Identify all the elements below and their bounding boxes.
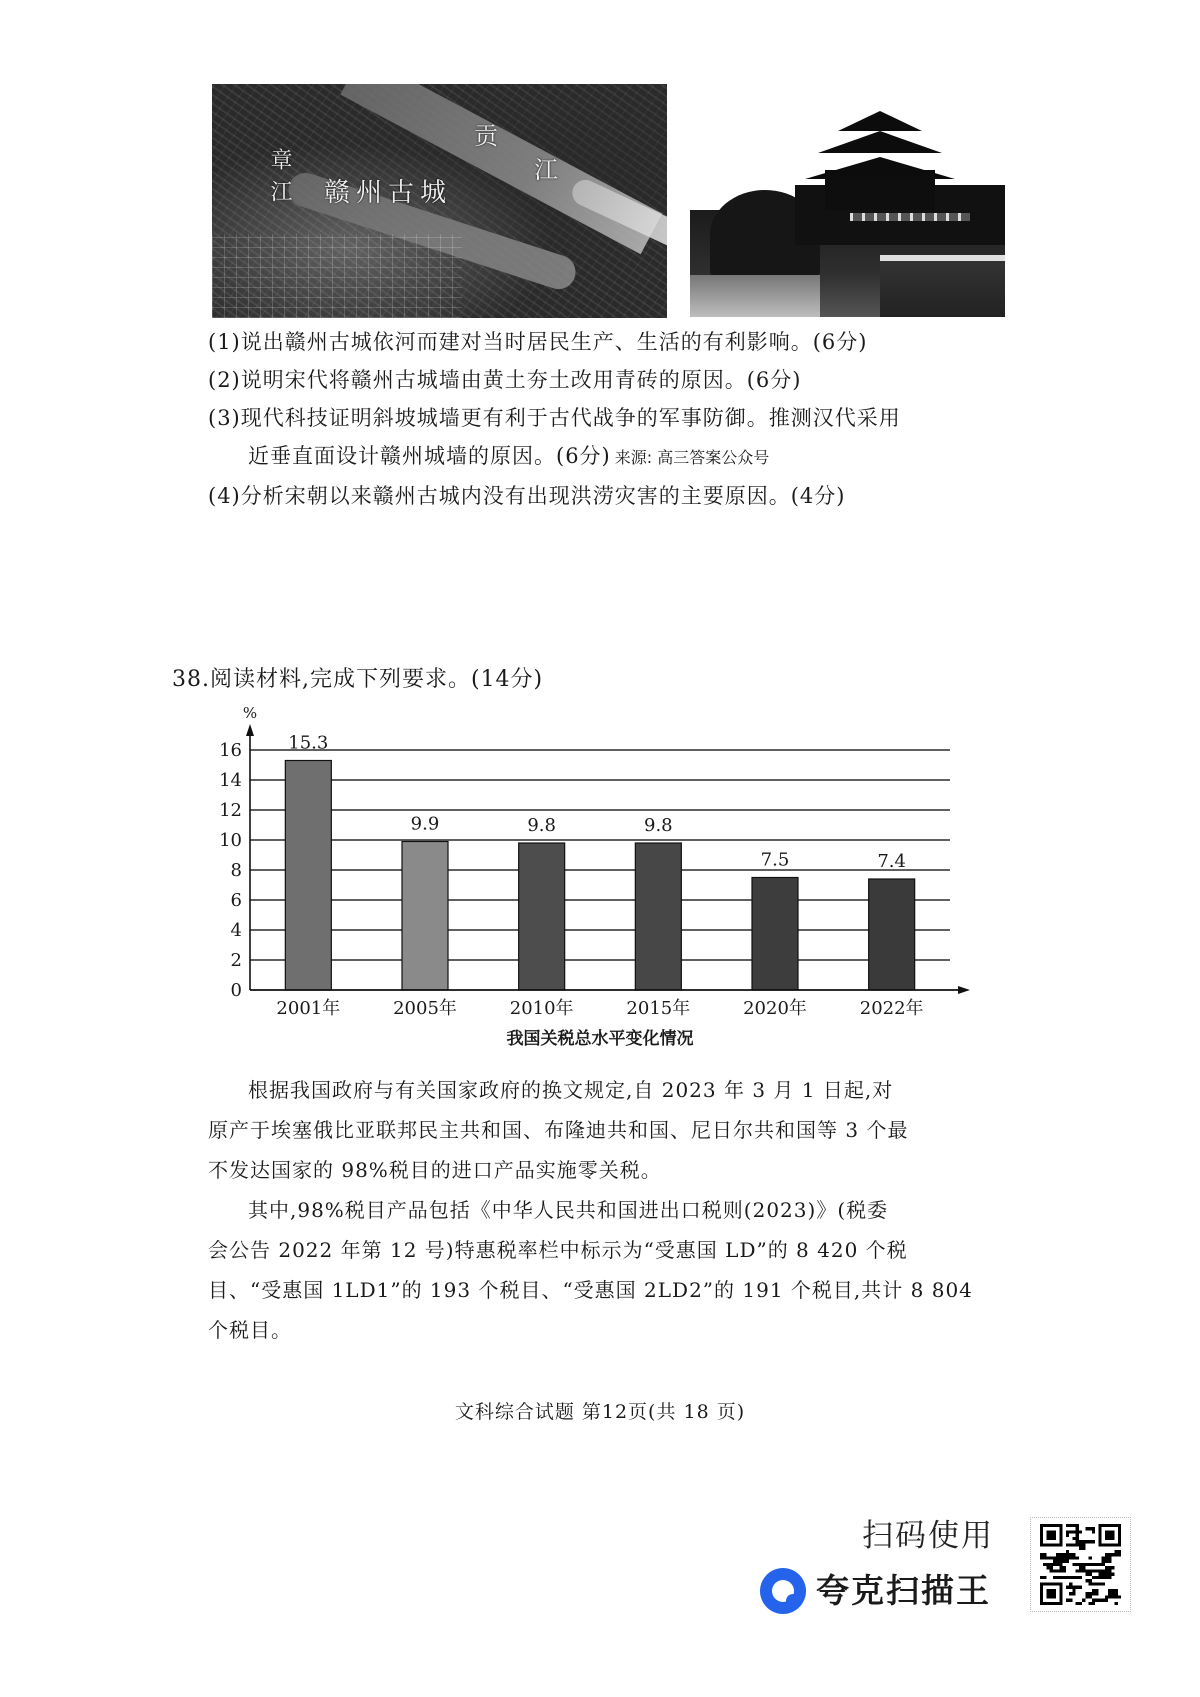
qr-module [1092,1589,1095,1592]
qr-module [1072,1576,1075,1579]
qr-module [1085,1527,1088,1530]
qr-module [1108,1556,1111,1559]
qr-module [1076,1527,1079,1530]
bar [519,843,565,990]
qr-module [1082,1569,1085,1572]
qr-module [1072,1530,1075,1533]
qr-module [1076,1537,1079,1540]
qr-module [1105,1566,1108,1569]
qr-module [1089,1595,1092,1598]
y-tick-label: 6 [230,890,242,911]
qr-module [1076,1569,1079,1572]
chart-axes [246,724,970,994]
qr-module [1066,1524,1069,1527]
qr-module [1069,1543,1072,1546]
qr-module [1095,1576,1098,1579]
qr-module [1076,1563,1079,1566]
qr-module [1108,1595,1111,1598]
qr-module [1085,1592,1088,1595]
qr-module [1108,1592,1111,1595]
qr-module [1072,1524,1075,1527]
bar-value-label: 15.3 [288,732,329,754]
qr-module [1111,1566,1114,1569]
qr-module [1085,1563,1088,1566]
qr-module [1092,1602,1095,1605]
qr-module [1108,1589,1111,1592]
photo-boat [880,255,1005,317]
qr-module [1063,1553,1066,1556]
quark-logo-icon [760,1568,806,1614]
qr-module [1079,1530,1082,1533]
photo-railing [850,213,970,221]
y-tick-label: 2 [230,950,242,971]
qr-module [1059,1560,1062,1563]
question-1: (1)说出赣州古城依河而建对当时居民生产、生活的有利影响。(6分) [208,330,868,354]
qr-module [1040,1553,1043,1556]
y-tick-label: 14 [219,770,242,791]
qr-finder [1105,1530,1115,1540]
qr-module [1076,1602,1079,1605]
qr-module [1089,1540,1092,1543]
qr-module [1102,1563,1105,1566]
qr-module [1085,1573,1088,1576]
map-label-ganzhou-old-city: 赣州古城 [324,178,453,208]
qr-module [1079,1569,1082,1572]
qr-module [1089,1592,1092,1595]
question-37-subquestions [208,330,1008,522]
qr-module [1098,1582,1101,1585]
qr-module [1069,1592,1072,1595]
y-axis-arrow-icon [246,724,254,736]
qr-module [1056,1560,1059,1563]
qr-module [1108,1576,1111,1579]
bar [869,879,915,990]
qr-module [1050,1569,1053,1572]
qr-module [1079,1543,1082,1546]
qr-module [1095,1589,1098,1592]
qr-module [1092,1576,1095,1579]
qr-module [1079,1576,1082,1579]
qr-finder [1040,1582,1063,1585]
qr-finder [1040,1582,1043,1605]
qr-module [1082,1540,1085,1543]
qr-module [1079,1540,1082,1543]
qr-module [1105,1595,1108,1598]
qr-module [1108,1566,1111,1569]
qr-module [1046,1556,1049,1559]
qr-module [1105,1573,1108,1576]
qr-module [1115,1553,1118,1556]
qr-module [1063,1569,1066,1572]
qr-module [1072,1543,1075,1546]
question-3-line-2 [208,444,1008,470]
qr-module [1059,1556,1062,1559]
qr-module [1066,1530,1069,1533]
qr-module [1092,1569,1095,1572]
qr-module [1066,1599,1069,1602]
qr-module [1095,1599,1098,1602]
satellite-map-image [212,84,667,318]
qr-finder [1098,1543,1121,1546]
x-tick-label: 2022年 [859,998,924,1019]
city-blocks-texture [212,234,462,318]
qr-finder [1059,1582,1062,1605]
qr-module [1079,1586,1082,1589]
question-4: (4)分析宋朝以来赣州古城内没有出现洪涝灾害的主要原因。(4分) [208,484,846,508]
bar-value-label: 9.8 [527,815,556,836]
map-label-gong-river-2: 江 [534,156,558,184]
chart-gridlines [250,750,950,960]
qr-finder [1059,1524,1062,1547]
qr-module [1066,1543,1069,1546]
qr-module [1102,1556,1105,1559]
photo-tower-roof [838,111,922,131]
qr-module [1066,1586,1069,1589]
qr-module [1079,1547,1082,1550]
qr-module [1111,1553,1114,1556]
qr-module [1040,1556,1043,1559]
x-axis-arrow-icon [958,986,970,994]
qr-module [1092,1599,1095,1602]
qr-module [1066,1576,1069,1579]
qr-module [1089,1579,1092,1582]
paragraph-1-line-3: 不发达国家的 98%税目的进口产品实施零关税。 [208,1158,662,1182]
qr-module [1102,1560,1105,1563]
qr-module [1072,1537,1075,1540]
qr-module [1115,1592,1118,1595]
qr-module [1053,1569,1056,1572]
qr-module [1076,1576,1079,1579]
qr-module [1082,1543,1085,1546]
qr-module [1043,1563,1046,1566]
qr-module [1043,1576,1046,1579]
qr-module [1072,1586,1075,1589]
qr-module [1050,1556,1053,1559]
qr-module [1079,1563,1082,1566]
question-38-title: 38.阅读材料,完成下列要求。(14分) [172,667,544,692]
qr-module [1102,1576,1105,1579]
question-2: (2)说明宋代将赣州古城墙由黄土夯土改用青砖的原因。(6分) [208,368,802,392]
qr-module [1105,1556,1108,1559]
qr-module [1069,1524,1072,1527]
material-paragraphs [208,1078,1008,1358]
qr-module [1095,1569,1098,1572]
qr-module [1098,1573,1101,1576]
chart-bars [285,761,914,991]
qr-module [1066,1556,1069,1559]
qr-module [1053,1556,1056,1559]
bar [752,878,798,991]
qr-module [1072,1563,1075,1566]
qr-module [1076,1540,1079,1543]
qr-module [1105,1553,1108,1556]
qr-module [1056,1553,1059,1556]
qr-module [1066,1560,1069,1563]
qr-finder [1040,1524,1043,1547]
qr-module [1069,1556,1072,1559]
qr-module [1082,1547,1085,1550]
qr-module [1056,1556,1059,1559]
map-label-gong-river-1: 贡 [474,122,498,150]
qr-module [1115,1550,1118,1553]
qr-module [1066,1534,1069,1537]
qr-module [1089,1582,1092,1585]
bar [285,761,331,991]
bar [402,842,448,991]
qr-module [1043,1553,1046,1556]
qr-module [1053,1576,1056,1579]
qr-module [1059,1563,1062,1566]
qr-module [1082,1599,1085,1602]
y-tick-label: 12 [219,800,242,821]
bar [635,843,681,990]
qr-module [1050,1563,1053,1566]
qr-module [1092,1527,1095,1530]
photo-river-water [690,275,820,317]
qr-module [1076,1524,1079,1527]
qr-module [1059,1569,1062,1572]
watermark-brand-name: 夸克扫描王 [816,1571,991,1610]
qr-module [1059,1566,1062,1569]
qr-module [1092,1592,1095,1595]
x-tick-label: 2020年 [743,998,807,1019]
qr-module [1050,1566,1053,1569]
qr-module [1085,1569,1088,1572]
qr-module [1102,1599,1105,1602]
qr-finder [1098,1524,1121,1527]
tariff-bar-chart [190,700,990,1070]
qr-module [1115,1595,1118,1598]
qr-module [1085,1579,1088,1582]
qr-module [1069,1553,1072,1556]
qr-module [1105,1576,1108,1579]
qr-module [1089,1556,1092,1559]
qr-module [1076,1534,1079,1537]
qr-module [1098,1576,1101,1579]
qr-module [1076,1530,1079,1533]
x-tick-label: 2010年 [509,998,574,1019]
question-3-text: 近垂直面设计赣州城墙的原因。(6分) [248,444,611,468]
x-tick-label: 2001年 [276,998,341,1019]
qr-module [1089,1573,1092,1576]
paragraph-1-line-2: 原产于埃塞俄比亚联邦民主共和国、布隆迪共和国、尼日尔共和国等 3 个最 [208,1118,909,1142]
qr-finder [1046,1530,1056,1540]
bar-value-label: 7.5 [760,849,790,871]
qr-module [1089,1569,1092,1572]
qr-module [1072,1592,1075,1595]
qr-module [1079,1602,1082,1605]
qr-module [1056,1569,1059,1572]
qr-module [1092,1563,1095,1566]
qr-module [1056,1576,1059,1579]
y-tick-label: 16 [219,740,242,761]
y-tick-label: 8 [230,860,242,881]
qr-module [1092,1540,1095,1543]
qr-module [1069,1586,1072,1589]
qr-module [1085,1595,1088,1598]
qr-module [1072,1556,1075,1559]
qr-module [1076,1543,1079,1546]
bar-value-label: 9.9 [410,813,440,835]
qr-module [1079,1566,1082,1569]
qr-module [1102,1573,1105,1576]
qr-finder [1040,1543,1063,1546]
qr-module [1082,1566,1085,1569]
qr-module [1098,1569,1101,1572]
qr-module [1069,1599,1072,1602]
photo-tower-roof [805,157,955,179]
city-wall-photo [690,105,1005,317]
qr-module [1105,1599,1108,1602]
paragraph-2-line-4: 个税目。 [208,1318,292,1342]
watermark-scan-text: 扫码使用 [862,1518,994,1554]
qr-module [1102,1569,1105,1572]
photo-tower-roof [818,131,942,153]
qr-finder [1040,1602,1063,1605]
qr-module [1069,1530,1072,1533]
qr-module [1063,1576,1066,1579]
qr-finder [1118,1524,1121,1547]
qr-finder [1046,1589,1056,1599]
qr-module [1089,1563,1092,1566]
qr-module [1059,1553,1062,1556]
qr-module [1089,1602,1092,1605]
qr-module [1069,1582,1072,1585]
bar-value-label: 7.4 [877,851,906,872]
watermark-brand [760,1568,991,1614]
paragraph-2-line-1: 其中,98%税目产品包括《中华人民共和国进出口税则(2023)》(税委 [248,1198,889,1222]
qr-module [1046,1563,1049,1566]
y-tick-label: 4 [230,920,242,941]
y-tick-label: 10 [219,830,242,851]
x-tick-label: 2005年 [393,998,457,1019]
qr-module [1063,1556,1066,1559]
qr-module [1059,1576,1062,1579]
chart-title: 我国关税总水平变化情况 [506,1029,694,1049]
qr-module [1095,1592,1098,1595]
qr-module [1066,1553,1069,1556]
qr-module [1098,1563,1101,1566]
qr-module [1043,1556,1046,1559]
x-tick-label: 2015年 [626,998,691,1019]
qr-module [1115,1589,1118,1592]
y-axis-unit-label: % [242,704,258,722]
qr-module [1098,1599,1101,1602]
qr-module [1046,1566,1049,1569]
qr-module [1089,1527,1092,1530]
qr-module [1108,1569,1111,1572]
paragraph-2-line-3: 目、“受惠国 1LD1”的 193 个税目、“受惠国 2LD2”的 191 个税目,共计 8 804 [208,1278,973,1302]
y-tick-label: 0 [230,980,242,1001]
qr-module [1118,1595,1121,1598]
qr-module [1076,1556,1079,1559]
qr-module [1092,1530,1095,1533]
qr-module [1115,1602,1118,1605]
qr-module [1040,1576,1043,1579]
qr-module [1056,1563,1059,1566]
qr-module [1111,1573,1114,1576]
qr-module [1108,1553,1111,1556]
qr-code-icon[interactable] [1030,1517,1131,1612]
qr-module [1105,1560,1108,1563]
qr-module [1053,1563,1056,1566]
qr-module [1095,1563,1098,1566]
qr-module [1072,1553,1075,1556]
qr-module [1095,1582,1098,1585]
qr-module [1066,1550,1069,1553]
qr-module [1092,1582,1095,1585]
qr-module [1105,1569,1108,1572]
qr-module [1111,1595,1114,1598]
paragraph-2-line-2: 会公告 2022 年第 12 号)特惠税率栏中标示为“受惠国 LD”的 8 420 个税 [208,1238,908,1262]
qr-module [1072,1589,1075,1592]
qr-code-pattern [1037,1524,1124,1605]
qr-module [1063,1566,1066,1569]
qr-module [1082,1563,1085,1566]
qr-module [1063,1560,1066,1563]
qr-module [1111,1589,1114,1592]
page-footer: 文科综合试题 第12页(共 18 页) [454,1401,746,1423]
qr-module [1118,1553,1121,1556]
qr-module [1102,1582,1105,1585]
qr-module [1108,1560,1111,1563]
qr-finder [1040,1524,1063,1527]
qr-module [1076,1586,1079,1589]
question-3-line-1: (3)现代科技证明斜坡城墙更有利于古代战争的军事防御。推测汉代采用 [208,406,901,430]
qr-module [1053,1560,1056,1563]
qr-module [1111,1592,1114,1595]
map-label-zhang-river: 章江 [267,148,292,212]
paragraph-1-line-1: 根据我国政府与有关国家政府的换文规定,自 2023 年 3 月 1 日起,对 [248,1078,894,1102]
qr-module [1118,1550,1121,1553]
qr-module [1108,1573,1111,1576]
qr-module [1069,1576,1072,1579]
bar-value-label: 9.8 [644,815,673,836]
qr-module [1085,1540,1088,1543]
source-note: 来源: 高三答案公众号 [614,448,770,467]
qr-finder [1098,1524,1101,1547]
